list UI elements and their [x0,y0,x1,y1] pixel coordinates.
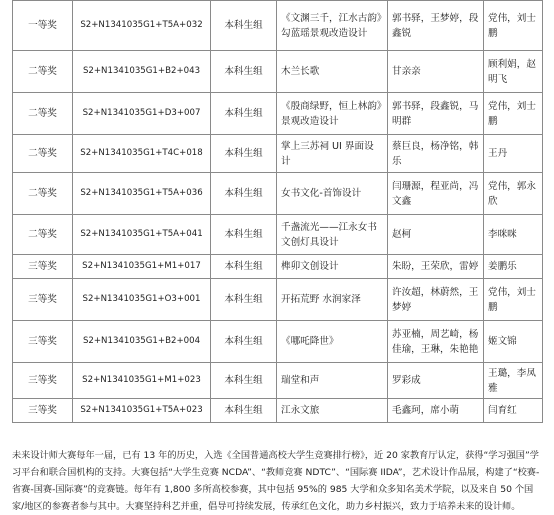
authors-cell: 郭书驿，段鑫锐，马明群 [388,93,484,135]
table-row [13,135,543,173]
entry-code-cell: S2+N1341035G1+T4C+018 [73,135,211,173]
entry-code-cell: S2+N1341035G1+D3+007 [73,93,211,135]
authors-cell: 毛鑫珂，席小萌 [388,399,484,423]
work-title-cell: 瑞堂和声 [277,363,388,399]
entry-code-cell: S2+N1341035G1+B2+004 [73,321,211,363]
advisors-cell: 党伟，刘士鹏 [484,1,543,51]
entry-code-cell: S2+N1341035G1+O3+001 [73,279,211,321]
work-title-cell: 千盏流光——江永女书文创灯具设计 [277,215,388,255]
group-cell: 本科生组 [211,215,277,255]
advisors-cell: 顾利娟，赵明飞 [484,51,543,93]
advisors-cell: 王璐，李凤雅 [484,363,543,399]
table-row [13,363,543,399]
authors-cell: 闫珊源，程亚尚，冯文鑫 [388,173,484,215]
work-title-cell: 女书文化-首饰设计 [277,173,388,215]
advisors-cell: 党伟，郭永欣 [484,173,543,215]
work-title-cell: 江永文旅 [277,399,388,423]
competition-description: 未来设计师大赛每年一届，已有 13 年的历史，入选《全国普通高校大学生竞赛排行榜》，近 20 家教育厅认定，获得“学习强国”学习平台和联合国机构的支持。大赛包括“大学生竞赛 NCDA”、“教师竞赛 NDTC”、“国际赛 IIDA”，艺术设计作品展，构建了“校赛-省赛-国赛-国际赛”的竞赛链。每年有 1,800 多所高校参赛，其中包括 95%的 985 大学和众多知名美术学院，以及来自 50 个国家/地区的参赛者参与其中。大赛坚持科艺并重，倡导可持续发展，传承红色文化，助力乡村振兴，致力于培养未来的设计师。 [12,450,540,513]
advisors-cell: 王丹 [484,135,543,173]
group-cell: 本科生组 [211,51,277,93]
entry-code-cell: S2+N1341035G1+B2+043 [73,51,211,93]
group-cell: 本科生组 [211,321,277,363]
authors-cell: 苏亚楠，周艺崎，杨佳瑜，王琳，朱艳艳 [388,321,484,363]
group-cell: 本科生组 [211,279,277,321]
entry-code-cell: S2+N1341035G1+T5A+036 [73,173,211,215]
group-cell: 本科生组 [211,93,277,135]
advisors-cell: 姜鹏乐 [484,255,543,279]
work-title-cell: 开拓荒野 水润家泽 [277,279,388,321]
authors-cell: 朱盼，王荣欣，雷婷 [388,255,484,279]
advisors-cell: 姬文锦 [484,321,543,363]
authors-cell: 赵柯 [388,215,484,255]
work-title-cell: 《殷商绿野，恒上林韵》景观改造设计 [277,93,388,135]
entry-code-cell: S2+N1341035G1+T5A+041 [73,215,211,255]
award-level-cell: 二等奖 [13,93,73,135]
table-row [13,399,543,423]
advisors-cell: 李咪咪 [484,215,543,255]
group-cell: 本科生组 [211,135,277,173]
advisors-cell: 闫育红 [484,399,543,423]
group-cell: 本科生组 [211,399,277,423]
award-level-cell: 二等奖 [13,51,73,93]
advisors-cell: 党伟，刘士鹏 [484,279,543,321]
award-level-cell: 三等奖 [13,399,73,423]
award-level-cell: 三等奖 [13,255,73,279]
award-level-cell: 一等奖 [13,1,73,51]
authors-cell: 蔡巨良，杨净铭，韩乐 [388,135,484,173]
group-cell: 本科生组 [211,173,277,215]
advisors-cell: 党伟，刘士鹏 [484,93,543,135]
award-level-cell: 二等奖 [13,173,73,215]
authors-cell: 甘亲亲 [388,51,484,93]
table-row [13,93,543,135]
work-title-cell: 木兰长歌 [277,51,388,93]
table-row [13,255,543,279]
authors-cell: 许汝超，林蔚然，王梦婷 [388,279,484,321]
group-cell: 本科生组 [211,363,277,399]
award-level-cell: 三等奖 [13,279,73,321]
entry-code-cell: S2+N1341035G1+M1+017 [73,255,211,279]
awards-table [12,0,543,423]
group-cell: 本科生组 [211,255,277,279]
award-level-cell: 二等奖 [13,215,73,255]
table-row [13,321,543,363]
table-row [13,173,543,215]
entry-code-cell: S2+N1341035G1+M1+023 [73,363,211,399]
work-title-cell: 榫卯文创设计 [277,255,388,279]
table-row [13,1,543,51]
table-row [13,279,543,321]
group-cell: 本科生组 [211,1,277,51]
table-row [13,215,543,255]
work-title-cell: 《哪吒降世》 [277,321,388,363]
entry-code-cell: S2+N1341035G1+T5A+032 [73,1,211,51]
award-level-cell: 三等奖 [13,321,73,363]
work-title-cell: 《文渊三千，江水古韵》勾蓝瑶景观改造设计 [277,1,388,51]
authors-cell: 罗彩成 [388,363,484,399]
table-row [13,51,543,93]
awards-table-body [13,1,543,423]
work-title-cell: 掌上三苏祠 UI 界面设计 [277,135,388,173]
award-level-cell: 二等奖 [13,135,73,173]
authors-cell: 郭书驿，王梦婷，段鑫锐 [388,1,484,51]
entry-code-cell: S2+N1341035G1+T5A+023 [73,399,211,423]
award-level-cell: 三等奖 [13,363,73,399]
